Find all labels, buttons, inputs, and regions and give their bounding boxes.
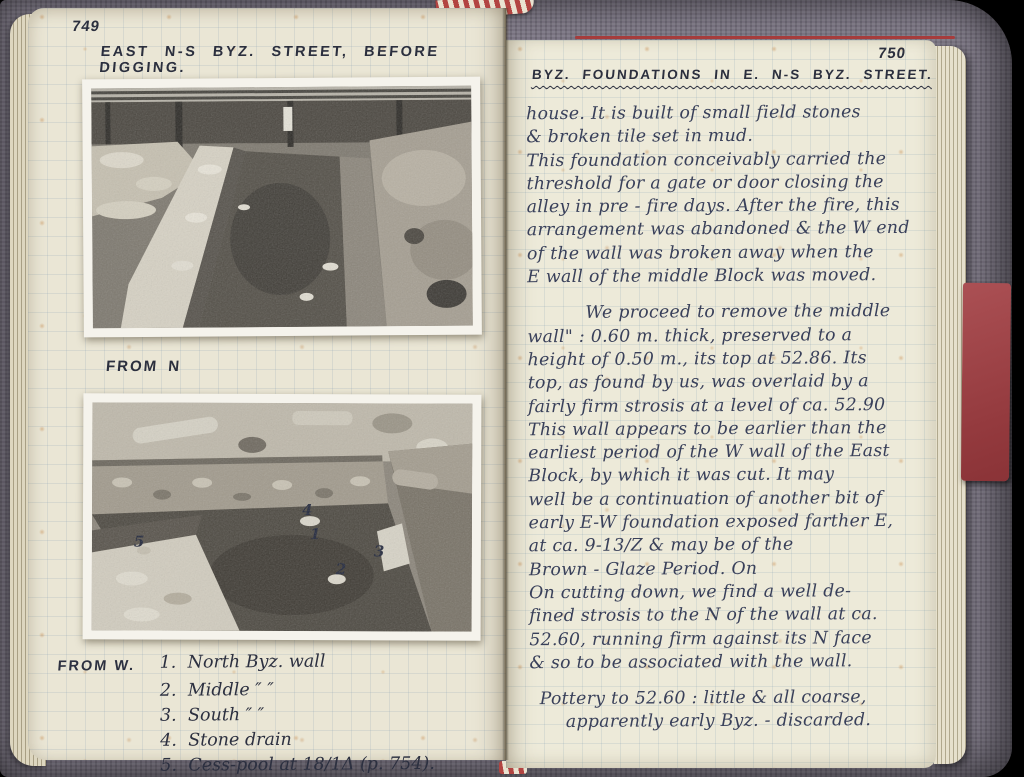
handwriting-line: This wall appears to be earlier than the — [528, 417, 887, 441]
handwriting-line: of the wall was broken away when the — [526, 241, 874, 265]
caption-item-number: 4. — [160, 730, 177, 751]
caption-item-text: South ″ ″ — [187, 705, 265, 726]
photo-top — [82, 77, 482, 338]
caption-row — [160, 751, 488, 777]
left-page — [28, 8, 506, 776]
photo-top-image — [91, 86, 473, 329]
handwriting-line: Pottery to 52.60 : little & all coarse, — [539, 687, 867, 710]
fore-edge-red-line — [575, 36, 955, 39]
handwriting-line: top, as found by us, was overlaid by a — [527, 371, 869, 394]
caption-item-number: 5. — [160, 755, 178, 776]
left-page-title: EAST N-S BYZ. STREET, BEFORE DIGGING. — [98, 44, 441, 76]
handwriting-line: at ca. 9-13/Z & may be of the — [528, 534, 794, 557]
handwriting-line: well be a continuation of another bit of — [528, 487, 883, 510]
handwriting-line: early E-W foundation exposed farther E, — [528, 511, 894, 534]
photo-marker: 3 — [373, 542, 385, 561]
photo-marker: 2 — [335, 560, 347, 579]
handwriting-line: We proceed to remove the middle — [585, 301, 891, 324]
photo-marker: 1 — [309, 525, 321, 544]
gutter-shadow — [502, 8, 509, 760]
caption-item-number: 1. — [159, 652, 177, 673]
photo-top-caption: FROM N — [105, 358, 182, 375]
handwriting-line: fined strosis to the N of the wall at ca. — [529, 604, 878, 627]
handwriting-line: height of 0.50 m., its top at 52.86. Its — [527, 348, 867, 371]
caption-label: FROM W. — [56, 657, 136, 675]
caption-item-text: North Byz. wall — [187, 651, 326, 673]
caption-item-number: 2. — [159, 680, 177, 701]
handwriting-line: alley in pre - fire days. After the fire, this — [526, 195, 900, 218]
caption-item-text: Cess-pool at 18/1Δ (p. 754). — [188, 753, 435, 776]
handwriting-line: threshold for a gate or door closing the — [526, 171, 884, 195]
photo-bottom-caption — [58, 649, 489, 777]
handwriting-line: Block, by which it was cut. It may — [528, 464, 835, 487]
handwriting-line: arrangement was abandoned & the W end — [526, 218, 910, 241]
handwriting-block — [526, 101, 930, 735]
handwriting-line: 52.60, running firm against its N face — [529, 627, 872, 650]
handwriting-line: This foundation conceivably carried the — [526, 148, 887, 171]
handwriting-line: apparently early Byz. - discarded. — [565, 710, 872, 733]
handwriting-line: On cutting down, we find a well de- — [529, 581, 852, 604]
handwriting-line: & broken tile set in mud. — [526, 126, 754, 148]
caption-row — [160, 701, 488, 728]
page-number-left: 749 — [70, 18, 102, 35]
handwriting-line: house. It is built of small field stones — [526, 102, 861, 125]
handwriting-line: wall" : 0.60 m. thick, preserved to a — [527, 324, 853, 347]
handwriting-line: E wall of the middle Block was moved. — [527, 265, 877, 288]
caption-row — [160, 676, 488, 703]
caption-row — [160, 726, 488, 753]
handwriting-line: & so to be associated with the wall. — [529, 651, 853, 674]
photo-bottom — [83, 393, 482, 640]
handwriting-line: earliest period of the W wall of the East — [528, 441, 890, 464]
photo-bottom-image — [92, 402, 473, 631]
caption-item-text: Middle ″ ″ — [187, 679, 274, 701]
caption-item-text: Stone drain — [188, 729, 292, 751]
handwriting-line: fairly firm strosis at a level of ca. 52.90 — [527, 394, 886, 417]
handwriting-line: Brown - Glaze Period. On — [528, 558, 758, 580]
caption-item-number: 3. — [159, 705, 177, 726]
right-page — [506, 40, 936, 768]
photo-marker: 5 — [133, 532, 145, 551]
page-number-right: 750 — [876, 45, 908, 62]
right-page-title: BYZ. FOUNDATIONS IN E. N-S BYZ. STREET. — [531, 67, 934, 82]
photo-marker: 4 — [301, 501, 313, 520]
caption-row — [58, 649, 488, 680]
bookmark-tab — [961, 283, 1011, 481]
